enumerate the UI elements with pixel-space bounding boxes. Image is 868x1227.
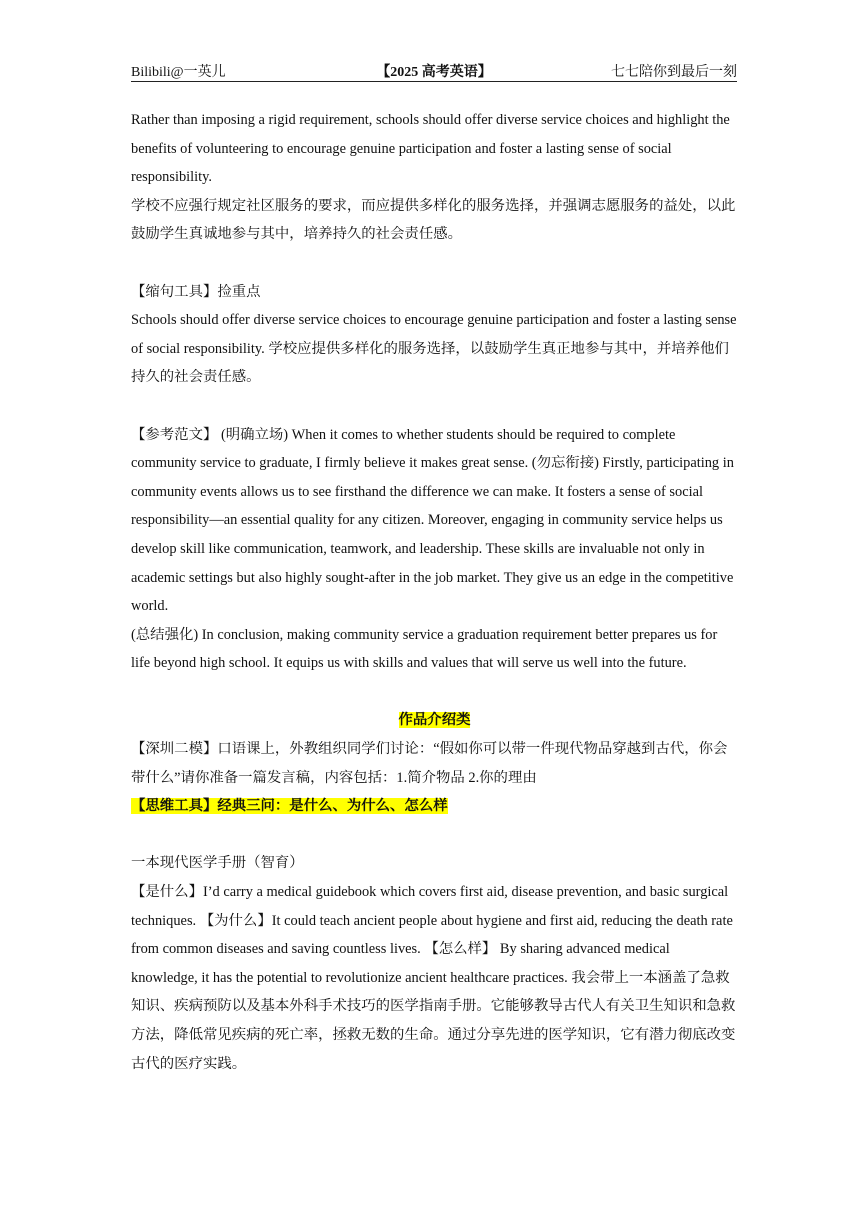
document-body	[131, 106, 738, 1078]
text-why: It could teach ancient people about hygiene and first aid, reducing the death rate from common diseases and saving countless lives.	[131, 912, 733, 958]
task-prompt: 【深圳二模】口语课上，外教组织同学们讨论：“假如你可以带一件现代物品穿越到古代，你会带什么”请你准备一篇发言稿，内容包括：1.简介物品 2.你的理由	[131, 741, 728, 786]
tag-what: 【是什么】	[131, 884, 203, 901]
section-title-row	[131, 706, 738, 735]
tag-condense-tool: 【缩句工具】捡重点	[131, 283, 261, 300]
tag-how: 【怎么样】	[424, 941, 497, 958]
thinking-tool: 【思维工具】经典三问：是什么、为什么、怎么样	[131, 798, 448, 815]
example-paragraph	[131, 878, 738, 1078]
section-title: 作品介绍类	[398, 712, 471, 729]
thinking-tool-row	[131, 792, 738, 821]
paragraph-condensed: Schools should offer diverse service choices to encourage genuine participation and foster a lasting sense of social responsibility. 学校应提供多样化的服务选择，以鼓励学生真正地参与其中，并培养他们持久的社会责任感。	[131, 312, 737, 386]
header-center: 【2025 高考英语】	[376, 65, 492, 80]
header-right: 七七陪你到最后一刻	[611, 65, 737, 80]
paragraph-en: Rather than imposing a rigid requirement, schools should offer diverse service choices and highlight the benefits of volunteering to encourage genuine participation and foster a lasting sense of social responsibility.	[131, 112, 730, 186]
text-how: By sharing advanced medical knowledge, it has the potential to revolutionize ancient healthcare practices. 我会带上一本涵盖了急救知识、疾病预防以及基本外科手术技巧的医学指南手册。它能够教导古代人有关卫生知识和急救方法，降低常见疾病的死亡率，拯救无数的生命。通过分享先进的医学知识，它有潜力彻底改变古代的医疗实践。	[131, 941, 736, 1072]
paragraph-sample-essay: 【参考范文】 (明确立场) When it comes to whether students should be required to complete community service to graduate, I firmly believe it makes great sense. (勿忘衔接) Firstly, participating in community events allows us to see firsthand the difference we can make. It fosters a sense of social responsibility—an essential quality for any citizen. Moreover, engaging in community service helps us develop skill like communication, teamwork, and leadership. These skills are invaluable not only in academic settings but also highly sought-after in the job market. They give us an edge in the competitive world.	[131, 426, 734, 615]
paragraph-conclusion: (总结强化) In conclusion, making community service a graduation requirement better prepares us for life beyond high school. It equips us with skills and values that will serve us well into the future.	[131, 626, 718, 672]
paragraph-zh: 学校不应强行规定社区服务的要求，而应提供多样化的服务选择，并强调志愿服务的益处，以此鼓励学生真诚地参与其中，培养持久的社会责任感。	[131, 197, 736, 243]
text-what: I’d carry a medical guidebook which covers first aid, disease prevention, and basic surgical techniques.	[131, 884, 729, 929]
tag-why: 【为什么】	[199, 912, 272, 929]
example-heading: 一本现代医学手册（智育）	[131, 855, 304, 872]
header-left: Bilibili@一英儿	[131, 65, 226, 80]
page-header	[131, 61, 737, 82]
